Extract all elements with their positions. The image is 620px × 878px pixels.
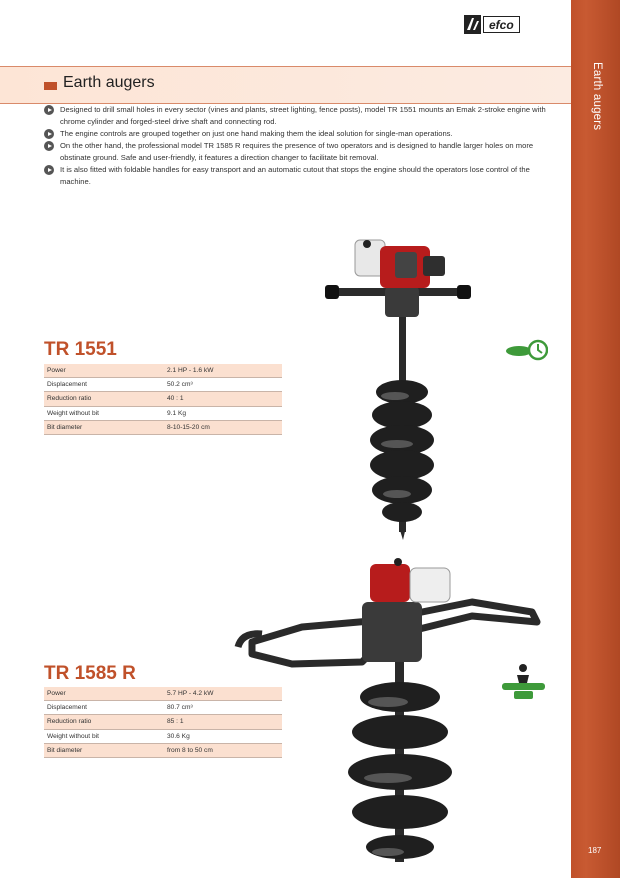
table-row bbox=[44, 420, 282, 434]
brand-logo-text: efco bbox=[483, 16, 520, 33]
list-item bbox=[44, 140, 554, 164]
spec-label: Weight without bit bbox=[44, 729, 163, 743]
list-item bbox=[44, 104, 554, 128]
page-number: 187 bbox=[588, 846, 602, 855]
spec-value: 80.7 cm³ bbox=[163, 701, 282, 715]
brand-logo bbox=[464, 15, 546, 34]
page-title: Earth augers bbox=[63, 74, 155, 91]
arrow-bullet-icon bbox=[44, 105, 54, 115]
list-item bbox=[44, 128, 554, 140]
spec-value: 9.1 Kg bbox=[163, 406, 282, 420]
table-row bbox=[44, 392, 282, 406]
two-operators-badge-icon bbox=[500, 661, 547, 701]
table-row bbox=[44, 687, 282, 701]
table-row bbox=[44, 729, 282, 743]
single-operator-badge-icon bbox=[505, 339, 548, 362]
spec-label: Power bbox=[44, 687, 163, 701]
table-row bbox=[44, 701, 282, 715]
spec-label: Reduction ratio bbox=[44, 715, 163, 729]
arrow-bullet-icon bbox=[44, 141, 54, 151]
spec-table-tr1551 bbox=[44, 364, 282, 435]
spec-value: 40 : 1 bbox=[163, 392, 282, 406]
spec-table-tr1585r bbox=[44, 687, 282, 758]
feature-list bbox=[44, 104, 554, 188]
model-title-tr1585r: TR 1585 R bbox=[44, 663, 136, 684]
spec-value: 50.2 cm³ bbox=[163, 378, 282, 392]
spec-value: 30.6 Kg bbox=[163, 729, 282, 743]
table-row bbox=[44, 406, 282, 420]
side-section-title: Earth augers bbox=[591, 62, 603, 131]
spec-label: Power bbox=[44, 364, 163, 378]
list-item-text: The engine controls are grouped together on just one hand making them the ideal solution for single-man operations. bbox=[60, 129, 453, 138]
spec-label: Weight without bit bbox=[44, 406, 163, 420]
spec-value: 8-10-15-20 cm bbox=[163, 420, 282, 434]
brand-mark-icon bbox=[464, 15, 481, 34]
spec-label: Reduction ratio bbox=[44, 392, 163, 406]
header-marker bbox=[44, 82, 57, 90]
table-row bbox=[44, 364, 282, 378]
arrow-bullet-icon bbox=[44, 165, 54, 175]
spec-label: Bit diameter bbox=[44, 420, 163, 434]
table-row bbox=[44, 378, 282, 392]
list-item-text: It is also fitted with foldable handles for easy transport and an automatic cutout that stops the engine should the operators lose control of the machine. bbox=[60, 165, 530, 186]
spec-value: 5.7 HP - 4.2 kW bbox=[163, 687, 282, 701]
spec-value: 85 : 1 bbox=[163, 715, 282, 729]
spec-label: Displacement bbox=[44, 701, 163, 715]
spec-value: from 8 to 50 cm bbox=[163, 743, 282, 757]
arrow-bullet-icon bbox=[44, 129, 54, 139]
spec-label: Displacement bbox=[44, 378, 163, 392]
spec-value: 2.1 HP - 1.6 kW bbox=[163, 364, 282, 378]
spec-label: Bit diameter bbox=[44, 743, 163, 757]
tr1551-auger-image bbox=[315, 232, 480, 542]
table-row bbox=[44, 715, 282, 729]
model-title-tr1551: TR 1551 bbox=[44, 339, 117, 360]
list-item-text: On the other hand, the professional model TR 1585 R requires the presence of two operators and is designed to handle larger holes on more obstinate ground. Safe and user-friendly, it features a direction changer to facilitate bit removal. bbox=[60, 141, 534, 162]
list-item-text: Designed to drill small holes in every sector (vines and plants, street lighting, fence posts), model TR 1551 mounts an Emak 2-stroke engine with chrome cylinder and forged-steel drive shaft and connecting rod. bbox=[60, 105, 546, 126]
list-item bbox=[44, 164, 554, 188]
table-row bbox=[44, 743, 282, 757]
